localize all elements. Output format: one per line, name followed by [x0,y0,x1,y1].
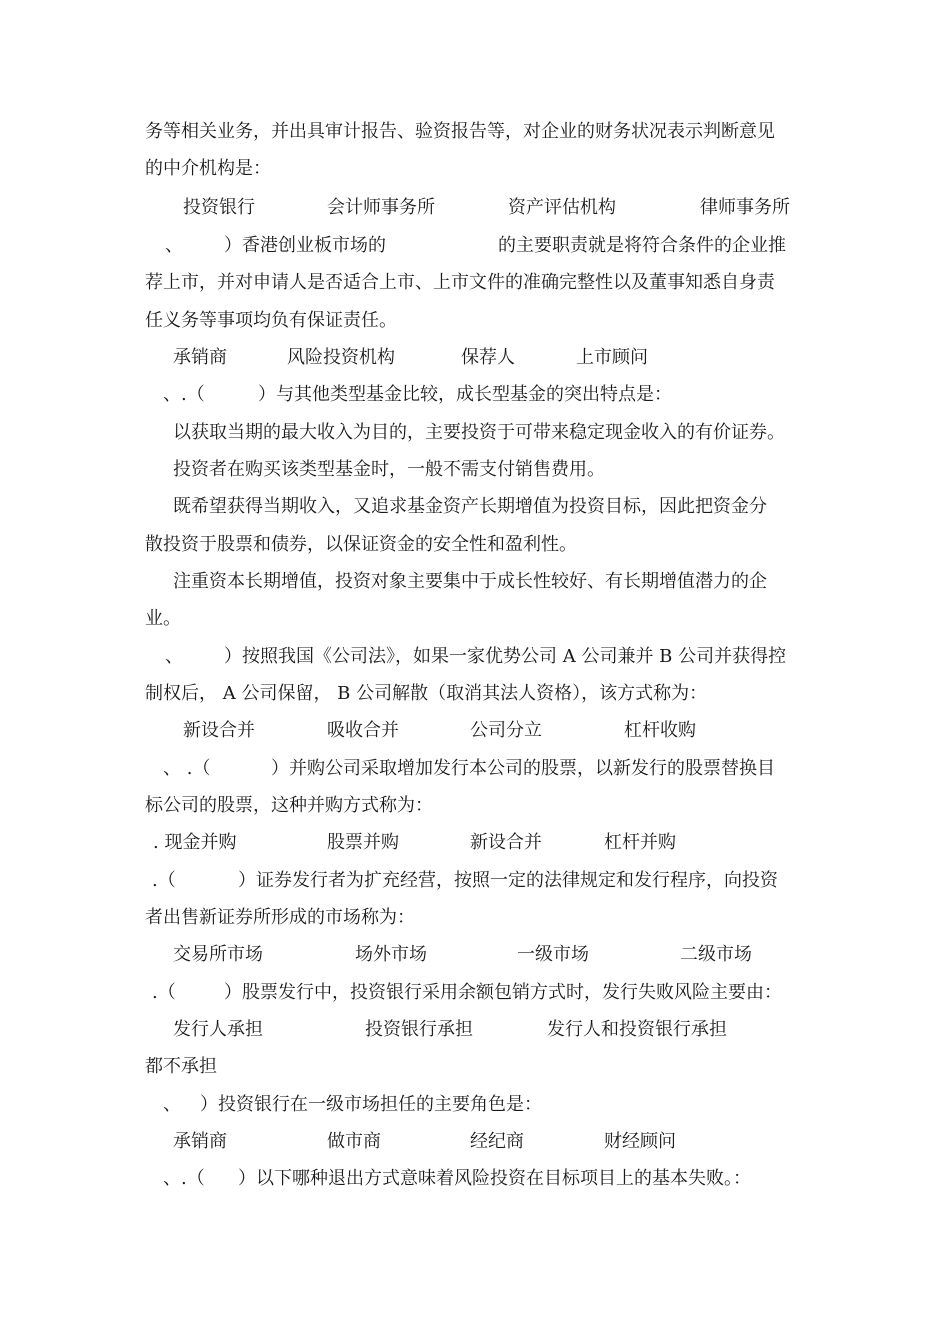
line-text: 业。 [145,608,181,629]
question-number: 、 [165,646,183,667]
line-text: 标公司的股票，这种并购方式称为： [145,795,433,816]
line-text: ）以下哪种退出方式意味着风险投资在目标项目上的基本失败。： [238,1168,751,1189]
option: 上市顾问 [576,347,648,368]
option: 风险投资机构 [287,347,395,368]
option: 承销商 [173,1131,227,1152]
line-text: ）证券发行者为扩充经营，按照一定的法律规定和发行程序，向投资 [238,870,778,891]
question-number: .（ [152,982,176,1003]
option: 发行人承担 [173,1019,263,1040]
option: 交易所市场 [173,944,263,965]
option: 财经顾问 [604,1131,676,1152]
line-text: 的主要职责就是将符合条件的企业推 [498,235,786,256]
option: 保荐人 [461,347,515,368]
option: 经纪商 [470,1131,524,1152]
option: 吸收合并 [327,720,399,741]
line-text: ）股票发行中，投资银行采用余额包销方式时，发行失败风险主要由： [224,982,782,1003]
question-number: .（ [152,870,176,891]
line-text: 既希望获得当期收入，又追求基金资产长期增值为投资目标，因此把资金分 [173,496,767,517]
option: 公司分立 [470,720,542,741]
option: 会计师事务所 [327,197,435,218]
option: 承销商 [173,347,227,368]
line-text: 投资者在购买该类型基金时，一般不需支付销售费用。 [173,459,605,480]
line-text: 以获取当期的最大收入为目的，主要投资于可带来稳定现金收入的有价证券。 [173,422,785,443]
option: 一级市场 [517,944,589,965]
line-text: ）投资银行在一级市场担任的主要角色是： [200,1094,542,1115]
option: 发行人和投资银行承担 [547,1019,727,1040]
option: 新设合并 [470,832,542,853]
option: 律师事务所 [700,197,790,218]
option: 投资银行承担 [365,1019,473,1040]
line-text: ）香港创业板市场的 [224,235,386,256]
line-text: ）与其他类型基金比较，成长型基金的突出特点是： [258,384,672,405]
line-text: 荐上市，并对申请人是否适合上市、上市文件的准确完整性以及董事知悉自身责 [145,272,775,293]
line-text: 任义务等事项均负有保证责任。 [145,310,397,331]
option: . 现金并购 [153,832,237,853]
line-text: ）并购公司采取增加发行本公司的股票，以新发行的股票替换目 [271,758,775,779]
option: 场外市场 [355,944,427,965]
question-number: 、.（ [163,384,205,405]
line-text: 散投资于股票和债券，以保证资金的安全性和盈利性。 [145,534,577,555]
line-text: 的中介机构是： [145,158,271,179]
option: 股票并购 [327,832,399,853]
option: 二级市场 [680,944,752,965]
option: 做市商 [327,1131,381,1152]
question-number: 、 .（ [163,758,211,779]
question-number: 、.（ [163,1168,205,1189]
line-text: 务等相关业务，并出具审计报告、验资报告等，对企业的财务状况表示判断意见 [145,121,775,142]
line-text: 者出售新证券所形成的市场称为： [145,907,415,928]
option: 新设合并 [183,720,255,741]
line-text: 都不承担 [145,1056,217,1077]
option: 杠杆收购 [624,720,696,741]
question-number: 、 [165,235,183,256]
option: 资产评估机构 [508,197,616,218]
line-text: 注重资本长期增值，投资对象主要集中于成长性较好、有长期增值潜力的企 [173,571,767,592]
question-number: 、 [163,1094,181,1115]
option: 投资银行 [183,197,255,218]
line-text: 制权后， A 公司保留， B 公司解散（取消其法人资格），该方式称为： [145,683,708,704]
option: 杠杆并购 [604,832,676,853]
line-text: ）按照我国《公司法》，如果一家优势公司 A 公司兼并 B 公司并获得控 [224,646,787,667]
